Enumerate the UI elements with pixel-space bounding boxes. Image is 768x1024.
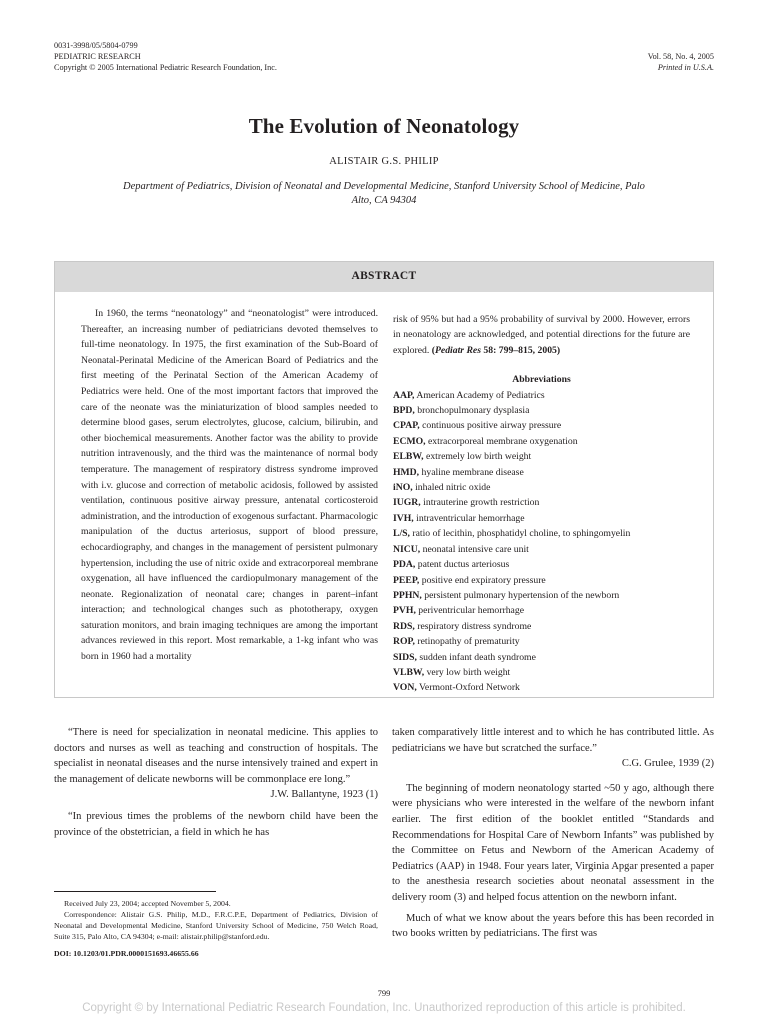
quote-ballantyne-attribution: J.W. Ballantyne, 1923 (1)	[270, 789, 378, 801]
article-title: The Evolution of Neonatology	[248, 114, 520, 138]
abstract-box	[54, 261, 714, 698]
abbreviation-definition: Vermont-Oxford Network	[419, 682, 520, 694]
footnote	[54, 898, 378, 959]
abbreviation-item	[393, 388, 690, 403]
body-paragraph-2: Much of what we know about the years before this has been recorded in two books written by pediatricians. The first was	[392, 912, 714, 940]
abbreviation-definition: very low birth weight	[426, 666, 511, 678]
abbreviations-list	[393, 388, 690, 696]
body-paragraph-1: The beginning of modern neonatology started ~50 y ago, although there were physicians who were interested in the welfare of the newborn infant earlier. The first edition of the booklet entitled “Standards and Recommendations for Hospital Care of Newborn Infants” was published by the Committee on Fetus and Newborn of the American Academy of Pediatrics (AAP) in 1948. Four years later, Virginia Apgar presented a paper to the anesthesia research societies about neonatal assessment in the delivery room (3) and helped focus attention on the newborn infant.	[392, 782, 714, 903]
quote-grulee-start: “In previous times the problems of the newborn child have been the province of the obstetrician, a field in which he has	[54, 810, 378, 838]
abbreviation-definition: periventricular hemorrhage	[418, 605, 524, 617]
abbreviation-item	[393, 480, 690, 495]
abbreviation-definition: respiratory distress syndrome	[417, 620, 532, 632]
quote-grulee-attribution: C.G. Grulee, 1939 (2)	[621, 758, 714, 770]
abbreviation-definition: continuous positive airway pressure	[422, 420, 562, 432]
printed-in: Printed in U.S.A.	[657, 63, 714, 72]
abbreviation-term: PVH,	[393, 605, 416, 617]
abstract-text-right-body: risk of 95% but had a 95% probability of survival by 2000. However, errors in neonatology are acknowledged, and potential directions for the future are explored.	[393, 314, 690, 356]
journal-name: PEDIATRIC RESEARCH	[54, 52, 141, 61]
citation-details: 58: 799–815, 2005)	[483, 344, 561, 356]
abbreviation-definition: American Academy of Pediatrics	[416, 389, 545, 401]
abbreviation-definition: hyaline membrane disease	[421, 466, 524, 478]
quote-grulee-end: taken comparatively little interest and to which he has contributed little. As pediatricians we have but scratched the surface.”	[392, 727, 714, 754]
abbreviation-term: HMD,	[393, 466, 420, 478]
abbreviation-term: VLBW,	[393, 666, 425, 678]
abbreviation-term: ECMO,	[393, 435, 426, 447]
journal-code: 0031-3998/05/5804-0799	[54, 41, 138, 50]
abbreviation-term: ELBW,	[393, 451, 424, 463]
abbreviation-item	[393, 465, 690, 480]
abbreviation-item	[393, 511, 690, 526]
abbreviation-item	[393, 588, 690, 603]
abbreviation-definition: inhaled nitric oxide	[415, 482, 491, 494]
abbreviation-term: iNO,	[393, 482, 413, 494]
abbreviation-term: SIDS,	[393, 651, 417, 663]
abbreviation-definition: bronchopulmonary dysplasia	[417, 405, 530, 417]
abbreviation-definition: patent ductus arteriosus	[417, 559, 510, 571]
author-affiliation: Department of Pediatrics, Division of Neonatal and Developmental Medicine, Stanford University School of Medicine, Palo Alto, CA 94304	[123, 181, 645, 206]
abstract-right-column	[393, 312, 690, 696]
abbreviation-definition: retinopathy of prematurity	[417, 636, 520, 648]
abbreviation-definition: intraventricular hemorrhage	[416, 512, 525, 524]
abbreviation-term: IVH,	[393, 512, 414, 524]
journal-header-left	[54, 40, 277, 73]
abbreviation-term: BPD,	[393, 405, 415, 417]
copyright-watermark: Copyright © by International Pediatric Research Foundation, Inc. Unauthorized reproduction of this article is prohibited.	[82, 1002, 686, 1014]
article-author: ALISTAIR G.S. PHILIP	[329, 156, 439, 167]
abbreviation-definition: neonatal intensive care unit	[422, 543, 529, 555]
abbreviation-term: PEEP,	[393, 574, 420, 586]
abbreviation-term: L/S,	[393, 528, 410, 540]
abbreviation-item	[393, 403, 690, 418]
abbreviation-item	[393, 619, 690, 634]
abbreviation-item	[393, 542, 690, 557]
abbreviation-item	[393, 634, 690, 649]
abstract-citation: (Pediatr Res 58: 799–815, 2005)	[431, 344, 561, 356]
abbreviation-definition: sudden infant death syndrome	[419, 651, 536, 663]
abbreviation-item	[393, 665, 690, 680]
abbreviations-title: Abbreviations	[512, 374, 571, 386]
abstract-text-right	[393, 312, 690, 358]
abbreviation-definition: intrauterine growth restriction	[423, 497, 540, 509]
journal-header-right	[648, 51, 714, 73]
abbreviation-item	[393, 526, 690, 541]
abbreviation-definition: extremely low birth weight	[426, 451, 532, 463]
abbreviation-item	[393, 680, 690, 695]
quote-ballantyne: “There is need for specialization in neonatal medicine. This applies to doctors and nurses as well as teaching and construction of hospitals. The specialist in neonatal diseases and the nurse intensively trained and expert in the management of delicate newborns will be commonplace ere long.”	[54, 727, 378, 785]
abbreviation-term: VON,	[393, 682, 417, 694]
body-left-column	[54, 725, 378, 840]
abbreviation-definition: extracorporeal membrane oxygenation	[427, 435, 578, 447]
abbreviation-term: PDA,	[393, 559, 416, 571]
abstract-text-left: In 1960, the terms “neonatology” and “neonatologist” were introduced. Thereafter, an increasing number of pediatricians devoted themselves to full-time neonatology. In 1975, the first examination of the Sub-Board of Neonatal-Perinatal Medicine of the American Board of Pediatrics and the first meeting of the Perinatal Section of the American Academy of Pediatrics were held. One of the most important factors that improved the care of the neonate was the miniaturization of blood samples needed to determine blood gases, serum electrolytes, glucose, calcium, bilirubin, and other biochemical measurements. Another factor was the ability to provide nutrition intravenously, and the third was the maintenance of normal body temperature. The management of respiratory distress syndrome improved with i.v. glucose and correction of metabolic acidosis, followed by assisted ventilation, continuous positive airway pressure, antenatal corticosteroid administration, and the introduction of exogenous surfactant. Pharmacologic manipulation of the ductus arteriosus, support of blood pressure, echocardiography, and changes in the management of persistent pulmonary hypertension, including the use of nitric oxide and extracorporeal membrane oxygenation, all have influenced the cardiopulmonary management of the neonate. Regionalization of neonatal care; changes in parent–infant interaction; and technological changes such as phototherapy, oxygen saturation monitors, and brain imaging techniques are among the important advances reviewed in this report. Most remarkable, a 1-kg infant who was born in 1960 had a mortality	[81, 308, 378, 663]
abstract-heading: ABSTRACT	[55, 262, 713, 292]
abbreviation-item	[393, 449, 690, 464]
footnote-received: Received July 23, 2004; accepted November 5, 2004.	[64, 899, 231, 908]
abbreviation-item	[393, 557, 690, 572]
abbreviation-item	[393, 650, 690, 665]
footnote-doi: DOI: 10.1203/01.PDR.0000151693.46655.66	[54, 949, 199, 958]
abbreviation-term: IUGR,	[393, 497, 421, 509]
footnote-rule	[54, 891, 216, 892]
footnote-correspondence: Correspondence: Alistair G.S. Philip, M.D., F.R.C.P.E, Department of Pediatrics, Division of Neonatal and Developmental Medicine, Stanford University School of Medicine, 750 Welch Road, Suite 315, Palo Alto, CA 94304; e-mail: alistair.philip@stanford.edu.	[54, 910, 378, 941]
abbreviation-term: ROP,	[393, 636, 415, 648]
body-right-column	[392, 725, 714, 942]
abbreviation-item	[393, 418, 690, 433]
citation-journal: Pediatr Res	[434, 344, 481, 356]
abbreviation-term: NICU,	[393, 543, 421, 555]
journal-volume: Vol. 58, No. 4, 2005	[647, 52, 714, 61]
journal-copyright: Copyright © 2005 International Pediatric Research Foundation, Inc.	[54, 63, 277, 72]
abbreviation-definition: ratio of lecithin, phosphatidyl choline, to sphingomyelin	[412, 528, 631, 540]
abbreviation-term: PPHN,	[393, 589, 422, 601]
abbreviation-item	[393, 434, 690, 449]
page-number: 799	[377, 988, 391, 998]
abstract-left-column	[81, 306, 378, 665]
abbreviation-definition: positive end expiratory pressure	[421, 574, 546, 586]
abbreviation-item	[393, 603, 690, 618]
abbreviation-item	[393, 573, 690, 588]
abbreviation-definition: persistent pulmonary hypertension of the newborn	[424, 589, 620, 601]
abbreviation-term: RDS,	[393, 620, 415, 632]
abbreviation-term: CPAP,	[393, 420, 420, 432]
abbreviation-term: AAP,	[393, 389, 415, 401]
abbreviation-item	[393, 495, 690, 510]
